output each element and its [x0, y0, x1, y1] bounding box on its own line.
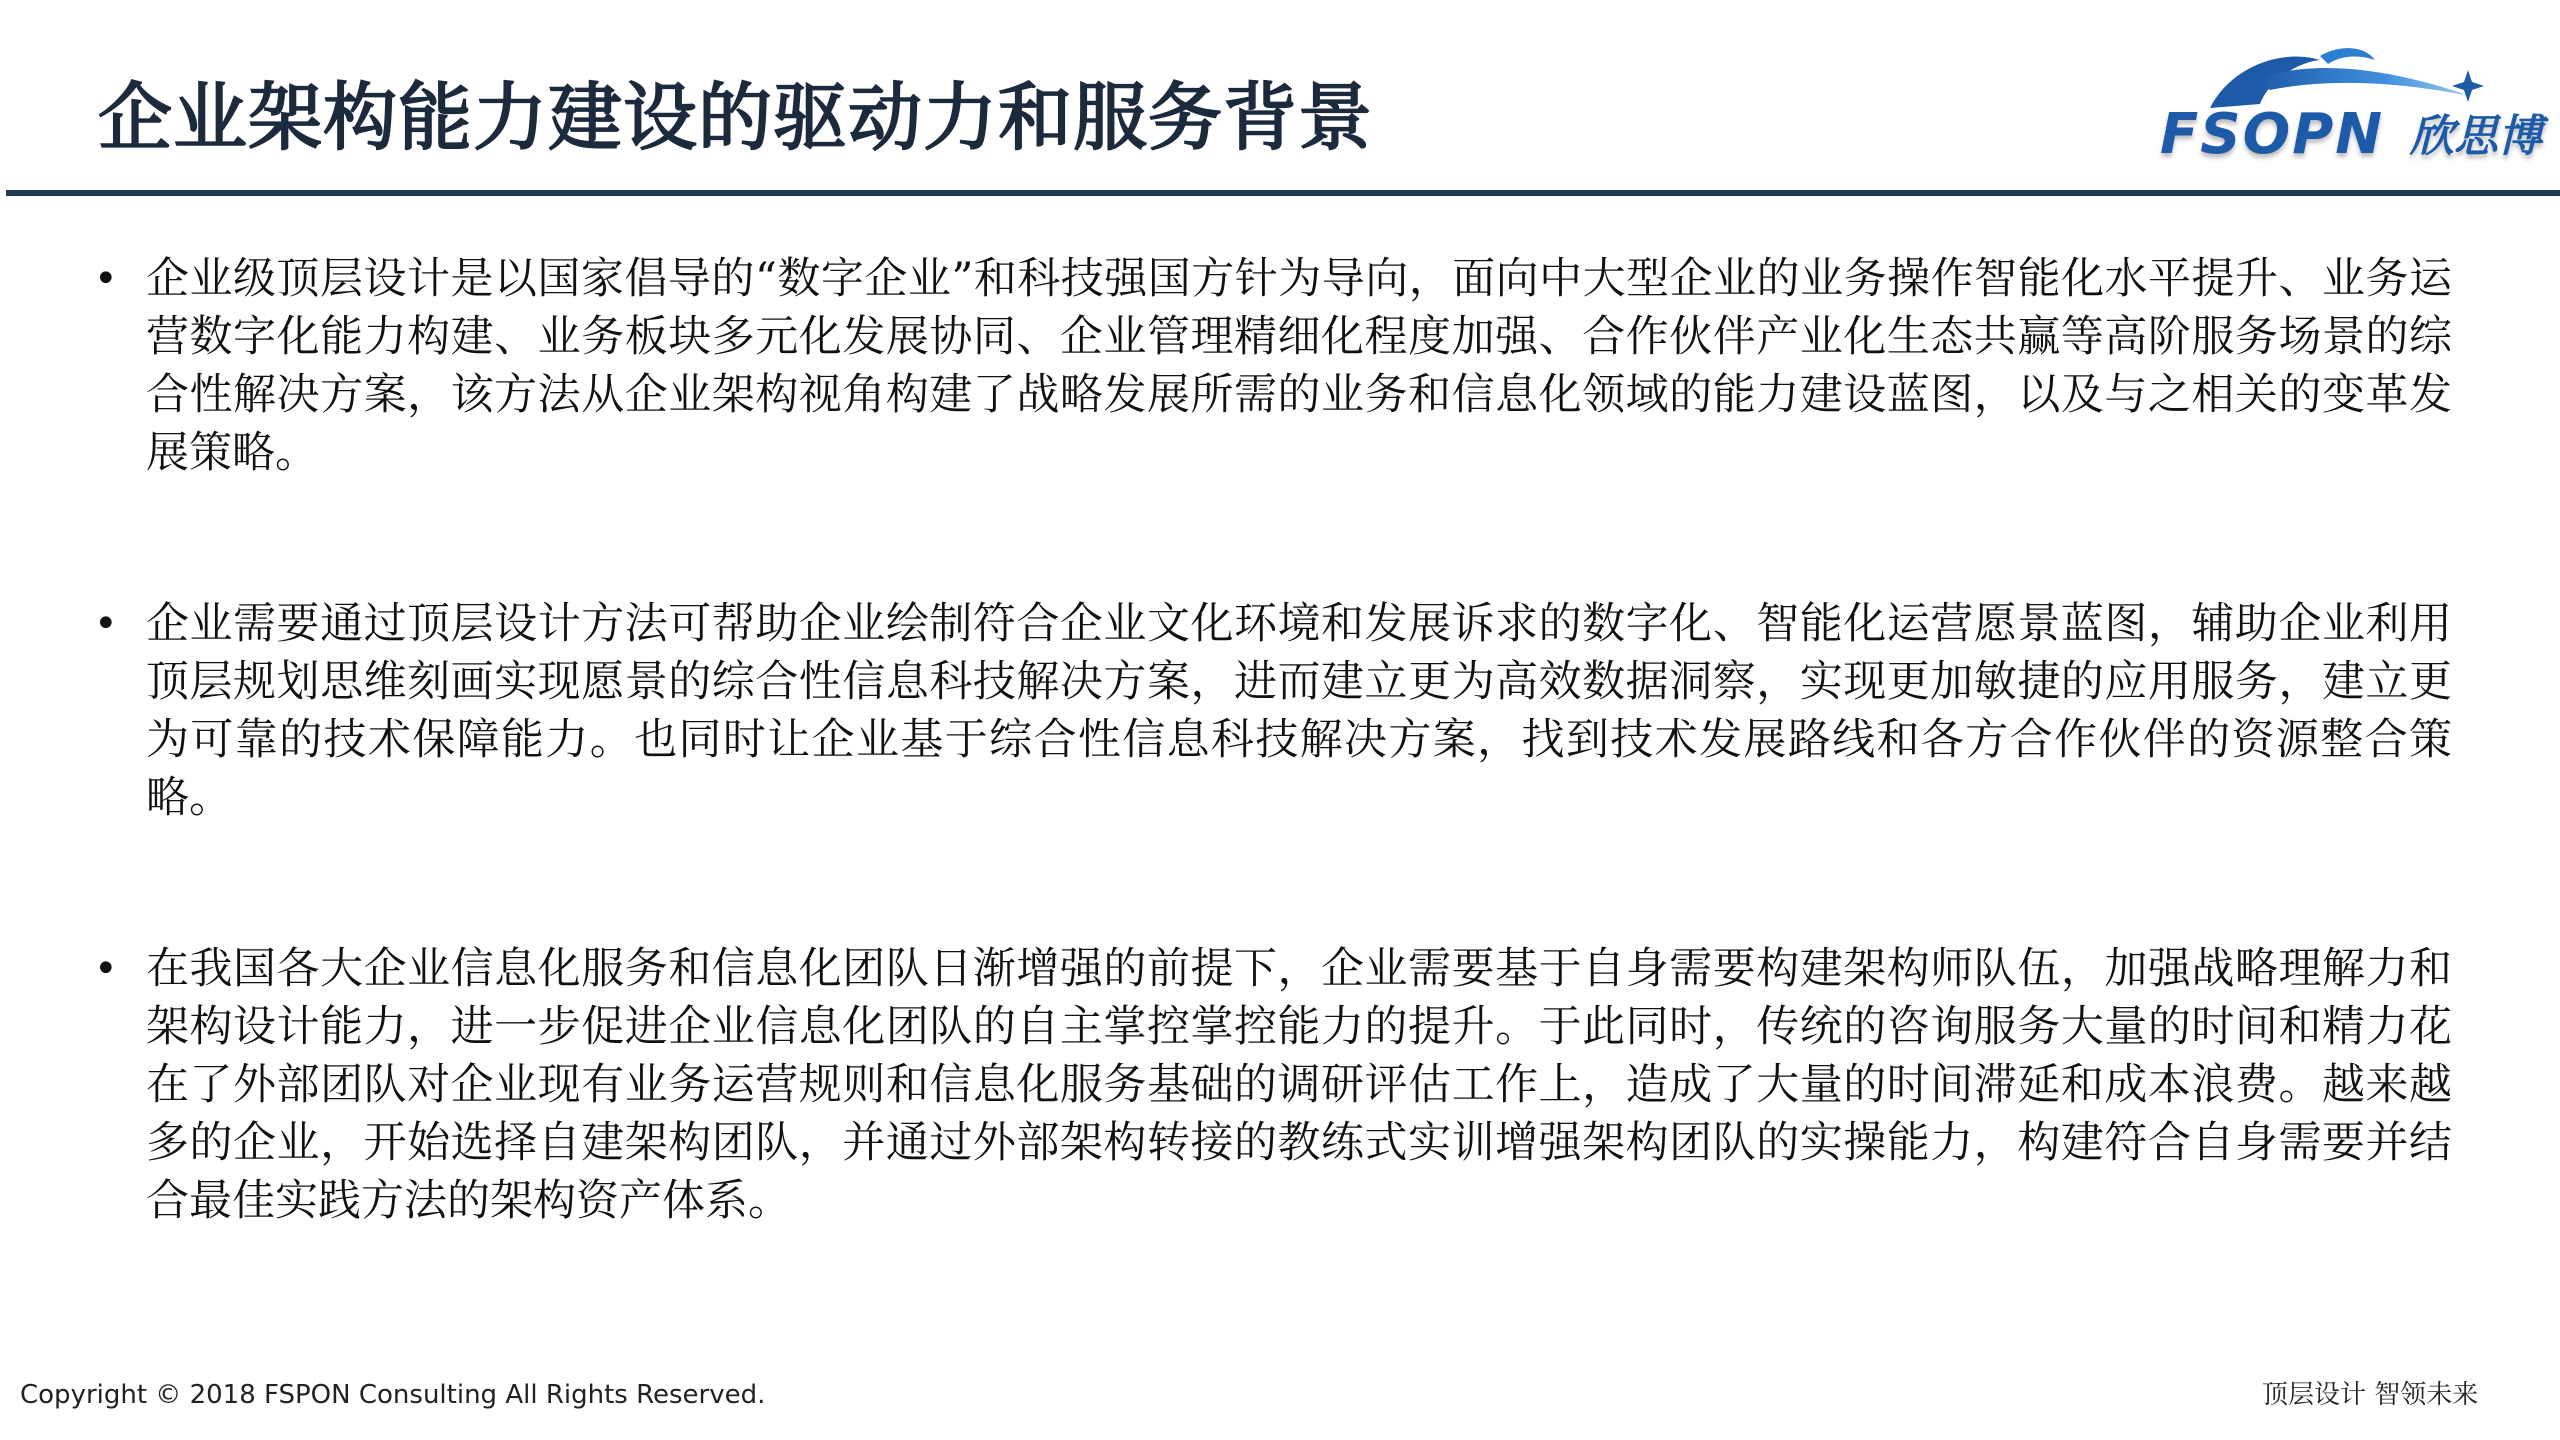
logo-chinese-name: 欣思博 — [2410, 111, 2542, 162]
bullet-item — [92, 595, 2452, 827]
bullet-text: 企业需要通过顶层设计方法可帮助企业绘制符合企业文化环境和发展诉求的数字化、智能化运营愿景蓝图，辅助企业利用顶层规划思维刻画实现愿景的综合性信息科技解决方案，进而建立更为高效数据洞察，实现更加敏捷的应用服务，建立更为可靠的技术保障能力。也同时让企业基于综合性信息科技解决方案，找到技术发展路线和各方合作伙伴的资源整合策略。 — [146, 599, 2452, 823]
company-logo — [2150, 38, 2560, 188]
logo-wordmark: FSOPN — [2160, 102, 2385, 167]
bullet-item — [92, 250, 2452, 482]
bullet-marker: • — [94, 601, 118, 647]
footer-slogan: 顶层设计 智领未来 — [2262, 1380, 2479, 1410]
bullet-text: 在我国各大企业信息化服务和信息化团队日渐增强的前提下，企业需要基于自身需要构建架构师队伍，加强战略理解力和架构设计能力，进一步促进企业信息化团队的自主掌控掌控能力的提升。于此同时，传统的咨询服务大量的时间和精力花在了外部团队对企业现有业务运营规则和信息化服务基础的调研评估工作上，造成了大量的时间滞延和成本浪费。越来越多的企业，开始选择自建架构团队，并通过外部架构转接的教练式实训增强架构团队的实操能力，构建符合自身需要并结合最佳实践方法的架构资产体系。 — [146, 944, 2452, 1226]
title-divider — [6, 190, 2560, 196]
bullet-text: 企业级顶层设计是以国家倡导的“数字企业”和科技强国方针为导向，面向中大型企业的业务操作智能化水平提升、业务运营数字化能力构建、业务板块多元化发展协同、企业管理精细化程度加强、合作伙伴产业化生态共赢等高阶服务场景的综合性解决方案，该方法从企业架构视角构建了战略发展所需的业务和信息化领域的能力建设蓝图，以及与之相关的变革发展策略。 — [146, 254, 2452, 478]
page-title: 企业架构能力建设的驱动力和服务背景 — [98, 75, 1373, 161]
bullet-marker: • — [94, 946, 118, 992]
bullet-item — [92, 940, 2452, 1230]
footer-copyright: Copyright © 2018 FSPON Consulting All Rights Reserved. — [20, 1380, 766, 1410]
bullet-marker: • — [94, 256, 118, 302]
